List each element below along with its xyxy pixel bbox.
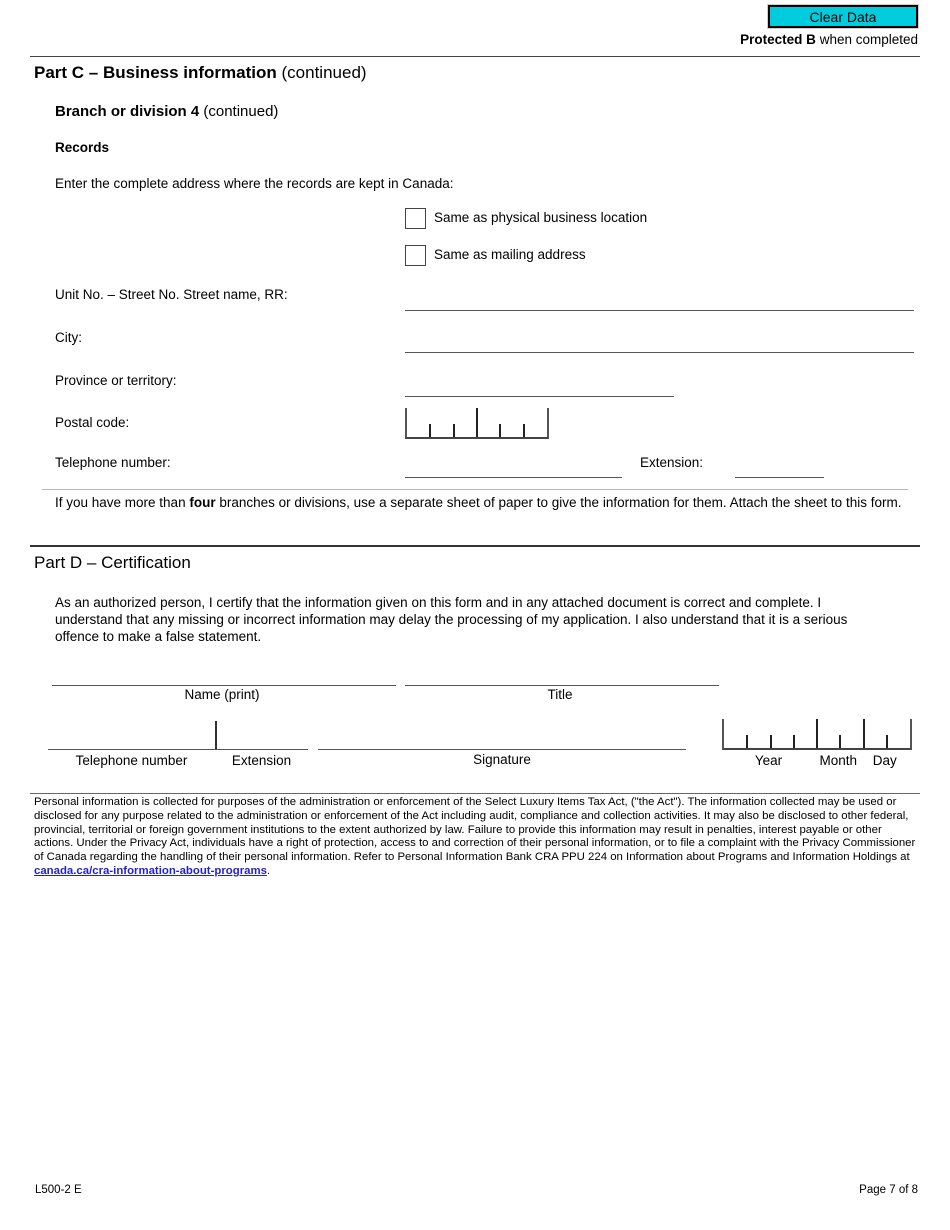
protected-b-label: Protected B — [740, 32, 816, 47]
page-indicator: Page 7 of 8 — [859, 1184, 918, 1196]
title-label: Title — [547, 687, 573, 702]
city-input[interactable] — [405, 330, 914, 353]
title-input[interactable] — [405, 660, 719, 686]
form-number: L500-2 E — [35, 1184, 82, 1196]
branch-division-heading — [55, 103, 278, 120]
month-label: Month — [819, 753, 858, 768]
extension-label: Extension: — [640, 455, 704, 470]
privacy-notice — [34, 796, 922, 879]
postal-code-input[interactable] — [405, 408, 549, 439]
note-suffix: branches or divisions, use a separate sheet of paper to give the information for them. Attach the sheet to this form. — [215, 495, 902, 510]
year-label: Year — [754, 753, 783, 768]
street-input[interactable] — [405, 288, 914, 311]
cra-programs-link[interactable]: canada.ca/cra-information-about-programs — [34, 864, 267, 877]
privacy-divider — [30, 793, 920, 794]
name-print-input[interactable] — [52, 660, 396, 686]
day-label: Day — [872, 753, 897, 768]
telephone-label: Telephone number: — [55, 455, 171, 470]
four-branches-note — [55, 494, 915, 511]
telephone-extension-field[interactable] — [48, 721, 308, 750]
note-divider — [42, 489, 908, 490]
telephone-input[interactable] — [405, 455, 622, 478]
extension-input[interactable] — [735, 455, 824, 478]
note-bold-word: four — [189, 495, 216, 510]
certification-statement: As an authorized person, I certify that the information given on this form and in any attached document is correct and complete. I understand that any missing or incorrect information may delay the processing of my application. I also understand that it is a serious offence to make a false statement. — [55, 595, 848, 644]
part-c-heading — [34, 63, 367, 83]
header-divider — [30, 56, 920, 57]
privacy-text-end: . — [266, 864, 271, 877]
same-as-physical-location-checkbox[interactable] — [405, 208, 426, 229]
records-heading: Records — [55, 140, 110, 155]
date-labels — [722, 753, 908, 768]
signature-label: Signature — [473, 752, 531, 767]
postal-code-label: Postal code: — [55, 415, 130, 430]
signature-extension-label: Extension — [231, 753, 292, 768]
note-prefix: If you have more than — [55, 495, 190, 510]
signature-field[interactable] — [318, 721, 686, 750]
clear-data-button[interactable]: Clear Data — [768, 5, 918, 28]
same-as-mailing-address-label: Same as mailing address — [434, 247, 586, 262]
part-c-title-suffix: (continued) — [276, 63, 367, 82]
records-address-instruction: Enter the complete address where the records are kept in Canada: — [55, 176, 454, 191]
same-as-mailing-address-checkbox[interactable] — [405, 245, 426, 266]
branch-division-title: Branch or division 4 — [55, 103, 200, 120]
street-label: Unit No. – Street No. Street name, RR: — [55, 287, 288, 302]
province-input[interactable] — [405, 374, 674, 397]
telephone-extension-separator — [215, 721, 217, 749]
name-print-label: Name (print) — [184, 687, 260, 702]
protected-b-suffix: when completed — [815, 32, 918, 47]
province-label: Province or territory: — [55, 373, 177, 388]
privacy-text: Personal information is collected for purposes of the administration or enforcement of the Select Luxury Items Tax Act, ("the Act"). The information collected may be used or disclosed for any purpose related to the administration or enforcement of the Act including audit, compliance and collection activities. It may also be disclosed to other federal, provincial, territorial or foreign government institutions to the extent authorized by law. Failure to provide this information may result in penalties, interest payable or other actions. Under the Privacy Act, individuals have a right of protection, access to and correction of their personal information, or to file a complaint with the Privacy Commissioner of Canada regarding the handling of their personal information. Refer to Personal Information Bank CRA PPU 224 on Information about Programs and Information Holdings at — [34, 796, 916, 864]
date-input[interactable] — [722, 719, 912, 750]
city-label: City: — [55, 330, 82, 345]
part-c-title: Part C – Business information — [34, 63, 277, 82]
signature-telephone-label: Telephone number — [75, 753, 188, 768]
same-as-physical-location-label: Same as physical business location — [434, 210, 648, 225]
protected-b-notice — [740, 32, 918, 47]
branch-division-suffix: (continued) — [199, 103, 279, 120]
part-d-divider — [30, 545, 920, 547]
part-d-heading: Part D – Certification — [34, 553, 191, 572]
